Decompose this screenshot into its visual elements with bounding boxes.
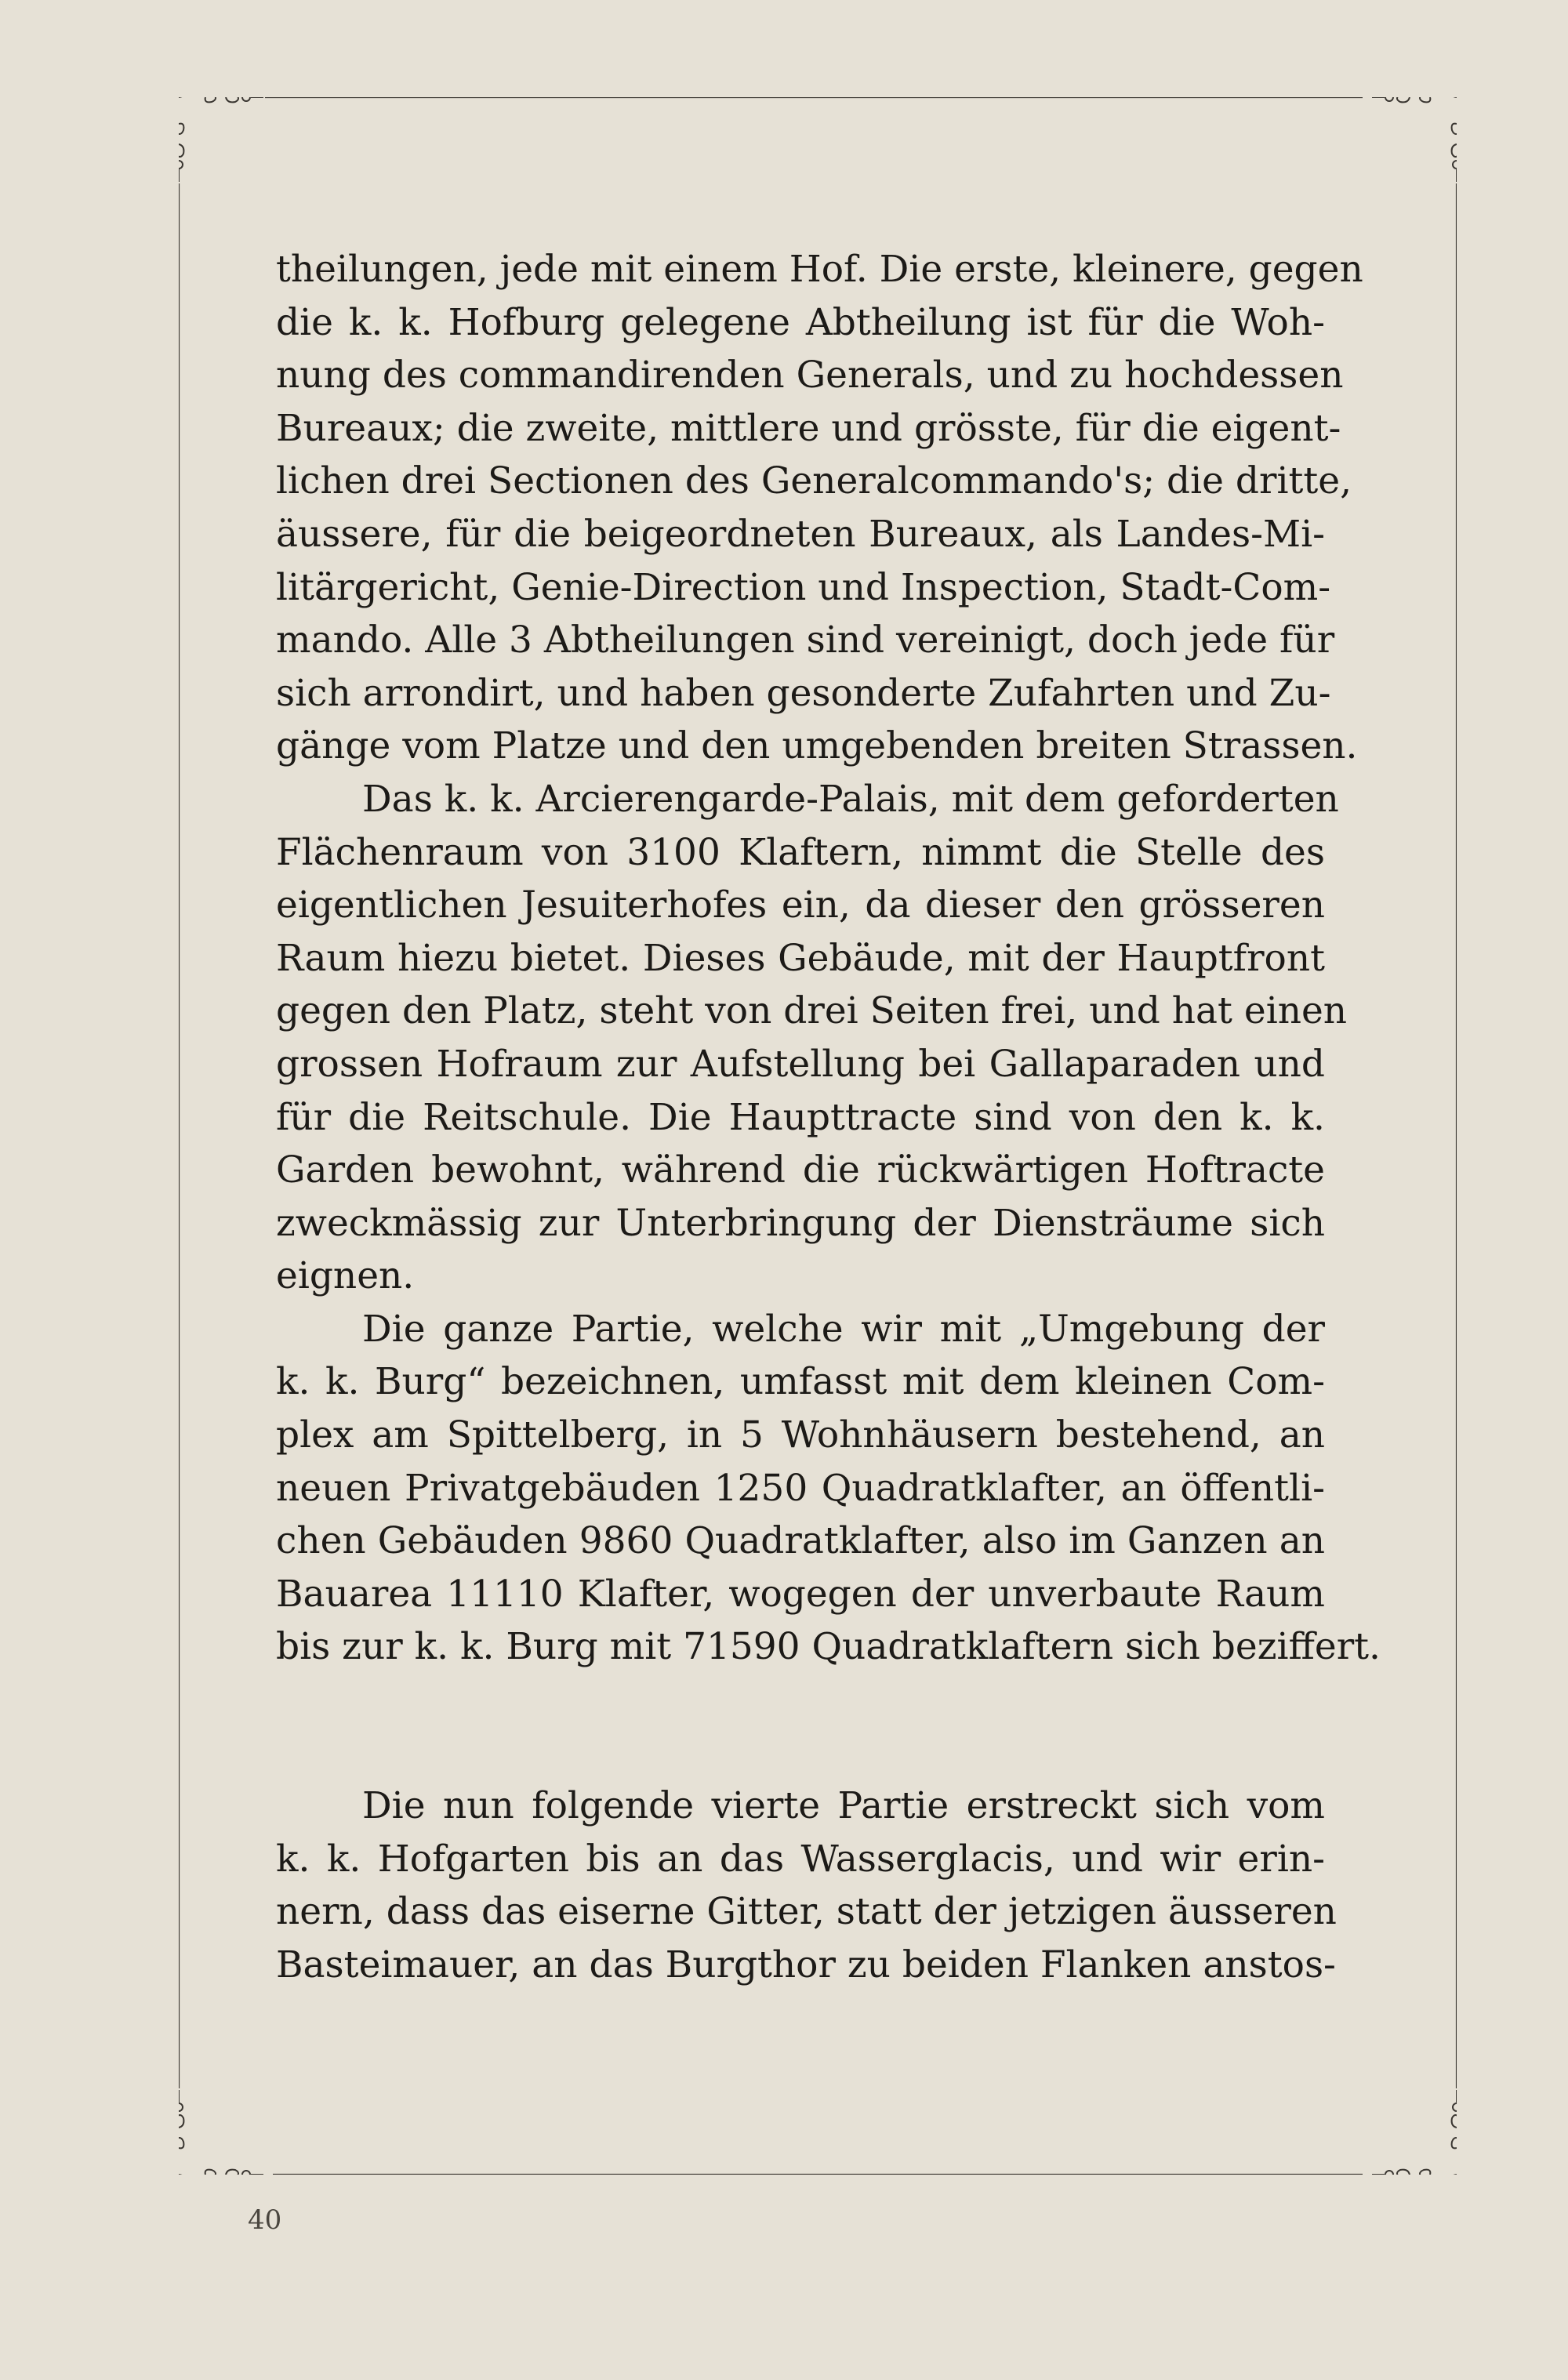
text-line: Flächenraum von 3100 Klaftern, nimmt die Stelle des (276, 830, 1325, 874)
text-line: äussere, für die beigeordneten Bureaux, als Landes-Mi- (276, 512, 1325, 556)
text-line: theilungen, jede mit einem Hof. Die erste, kleinere, gegen (276, 248, 1363, 291)
text-line: Die ganze Partie, welche wir mit „Umgebung der (362, 1307, 1325, 1351)
corner-flourish-top-left-icon (179, 97, 263, 182)
text-line: Bureaux; die zweite, mittlere und grösste, für die eigent- (276, 406, 1341, 450)
corner-flourish-bottom-left-icon (179, 2090, 263, 2175)
text-line: die k. k. Hofburg gelegene Abtheilung ist für die Woh- (276, 300, 1325, 344)
paragraph-2 (276, 773, 1348, 1303)
corner-flourish-bottom-right-icon (1372, 2090, 1457, 2175)
text-line: mando. Alle 3 Abtheilungen sind vereinigt, doch jede für (276, 619, 1335, 662)
text-line: gänge vom Platze und den umgebenden breiten Strassen. (276, 724, 1358, 768)
text-line: zweckmässig zur Unterbringung der Diensträume sich (276, 1201, 1325, 1245)
body-text (276, 243, 1381, 1991)
corner-flourish-top-right-icon (1372, 97, 1457, 182)
text-line: k. k. Hofgarten bis an das Wasserglacis, und wir erin- (276, 1837, 1325, 1881)
text-line: Die nun folgende vierte Partie erstreckt sich vom (362, 1784, 1325, 1828)
paragraph-3 (276, 1303, 1381, 1674)
text-line: bis zur k. k. Burg mit 71590 Quadratklaftern sich beziffert. (276, 1625, 1381, 1669)
text-line: grossen Hofraum zur Aufstellung bei Gallaparaden und (276, 1042, 1325, 1086)
paragraph-1 (276, 243, 1363, 773)
text-line: Bauarea 11110 Klafter, wogegen der unverbaute Raum (276, 1572, 1325, 1616)
text-line: sich arrondirt, und haben gesonderte Zufahrten und Zu- (276, 671, 1331, 715)
text-line: für die Reitschule. Die Haupttracte sind von den k. k. (276, 1095, 1325, 1139)
text-line: neuen Privatgebäuden 1250 Quadratklafter, an öffentli- (276, 1466, 1325, 1510)
text-line: Basteimauer, an das Burgthor zu beiden Flanken anstos- (276, 1943, 1336, 1986)
text-line: eigentlichen Jesuiterhofes ein, da dieser den grösseren (276, 883, 1325, 927)
text-line: gegen den Platz, steht von drei Seiten frei, und hat einen (276, 989, 1348, 1033)
text-line: Garden bewohnt, während die rückwärtigen Hoftracte (276, 1148, 1325, 1192)
text-line: plex am Spittelberg, in 5 Wohnhäusern bestehend, an (276, 1413, 1325, 1457)
page-number: 40 (248, 2204, 282, 2236)
text-line: Raum hiezu bietet. Dieses Gebäude, mit der Hauptfront (276, 936, 1325, 980)
text-line: k. k. Burg“ bezeichnen, umfasst mit dem kleinen Com- (276, 1360, 1325, 1404)
text-line: nung des commandirenden Generals, und zu hochdessen (276, 354, 1344, 397)
text-line: chen Gebäuden 9860 Quadratklafter, also im Ganzen an (276, 1519, 1325, 1563)
paragraph-4 (276, 1780, 1337, 1991)
section-gap (276, 1674, 1325, 1780)
text-line: Das k. k. Arcierengarde-Palais, mit dem geforderten (362, 777, 1339, 821)
text-line: nern, dass das eiserne Gitter, statt der jetzigen äusseren (276, 1890, 1337, 1934)
text-line: litärgericht, Genie-Direction und Inspection, Stadt-Com- (276, 565, 1331, 609)
text-line: eignen. (276, 1254, 415, 1298)
text-line: lichen drei Sectionen des Generalcommando's; die dritte, (276, 459, 1352, 503)
